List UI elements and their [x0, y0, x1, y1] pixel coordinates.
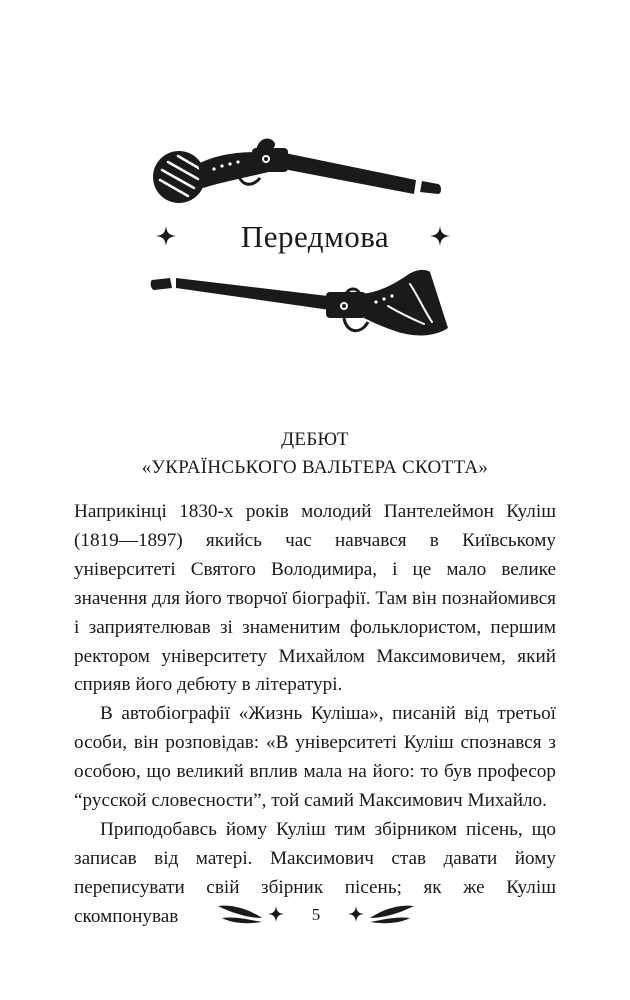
diamond-icon	[348, 906, 364, 922]
paragraph: Наприкінці 1830-х років молодий Пантелеймон Куліш (1819—1897) якийсь час навчався в Київському університеті Святого Володимира, і це мало велике значення для його творчої біографії. Там він познайомився і заприятелював зі знаменитим фольклористом, першим ректором університету Михайлом Максимовичем, який сприяв його дебюту в літературі.	[74, 501, 556, 696]
body-text	[74, 498, 556, 932]
pistol-icon	[148, 128, 458, 208]
rifle-icon	[148, 266, 458, 350]
paragraph: В автобіографії «Жизнь Куліша», писаній від третьої особи, він розповідав: «В університеті Куліш спознався з особою, що великий вплив мала на його: то був професор “русской словесности”, той самий Максимович Михайло.	[74, 703, 556, 812]
section-heading-line-1: ДЕБЮТ	[281, 429, 349, 450]
chapter-heading-row	[150, 212, 480, 262]
diamond-icon	[430, 226, 450, 246]
page-number: 5	[311, 905, 321, 924]
paragraph: Приподобавсь йому Куліш тим збірником пісень, що записав від матері. Максимович став давати йому переписувати свій збірник пісень; як же Куліш скомпонував	[74, 818, 556, 927]
chapter-title: Передмова	[240, 219, 390, 254]
section-heading-line-2: «УКРАЇНСЬКОГО ВАЛЬТЕРА СКОТТА»	[141, 457, 489, 478]
page-footer	[216, 898, 416, 934]
leaf-icon	[366, 902, 416, 926]
